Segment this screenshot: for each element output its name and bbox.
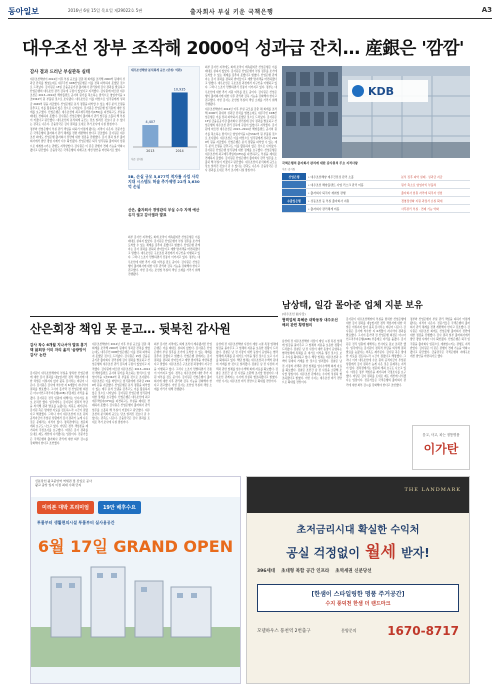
section-divider <box>30 316 278 317</box>
ad-badge-demand: 19만 배후수요 <box>98 501 141 514</box>
landmark-line2-post: 받자! <box>401 546 430 560</box>
chart-category-label: 2013 <box>146 148 155 153</box>
chart-box <box>128 66 200 170</box>
landmark-line2-pre: 공실 걱정없이 <box>286 546 360 560</box>
info-table-source: 자료: 감사원 <box>282 168 296 171</box>
table-category <box>282 181 306 189</box>
newspaper-logo: 동아일보 <box>8 6 39 16</box>
grand-open-ad[interactable] <box>30 476 241 684</box>
igatan-ad[interactable] <box>412 425 470 470</box>
ad-top-strip <box>31 477 240 497</box>
chart-category-label: 2014 <box>175 148 184 153</box>
svg-text:KDB: KDB <box>368 85 395 98</box>
left-body-paragraph-2: 정부와 산업은행이 부실 관리 책임을 피하기 어렵게 됐다는 지적이 나온다. 전문가들은 국책은행의 출자회사 관리 체계를 전면 개편해야 한다고 강조했다. 감사원은 대우조선 외에도 산업은행 출자회사 전반에 대한 점검을 진행했다. 감사 결과 일부 출자회사에서 방만 경영 사례가 다수 확인됐다. 산업은행은 퇴직 임직원을 출자회사 임원으로 재취업시키는 관행도 지적받았다. 감사원은 이 같은 관행이 견제 기능을 약화시켰다고 판단했다. 금융당국은 국책은행의 지배구조 개선 방안을 마련하기로 했다. <box>30 128 125 152</box>
story3-body-col4: 남상태 전 대우조선해양 사장이 재임 시절 특정 업체에 일감을 몰아주고 그 업체의 지분을 보유한 정황이 드러났다. 검찰은 남 전 사장이 대학 동창이 운영하는 협력업체에 특혜를 준 대가로 이익을 챙긴 것으로 보고 수사를 확대하고 있다. 해당 업체는 대우조선과 수백억 원대의 거래를 한 것으로 알려졌다. 검찰은 남 전 사장의 자택과 관련 업체를 압수수색해 회계 자료를 확보했다. 검찰은 조만간 남 전 사장을 소환해 조사할 방침이다. 대우조선 관계자는 수사에 성실히 협조하겠다고 밝혔다. 이번 수사는 대우조선 비리 전반으로 확대될 전망이다. <box>216 343 278 383</box>
ad-top-line-1: 신분당선 광교중앙역 역세권 및 진입로 공사 <box>35 479 92 483</box>
chart-sidebar-text: 5B, 손실 규모 5,877억 적자를 사업 사각지대 시스템도 허술 추가제명 22개 3,630억 손실 <box>128 174 200 190</box>
left-body-paragraph: 대우조선해양이 2014년 이후 부실 규모를 감춘 채 회계를 조작해 2000억 원대의 성과급 잔치를 벌였는데도 대주주인 KDB산업은행은 이를 전혀 파악하지 못했던 것으로 드러났다. 감사원은 15일 금융공공기관 출자회사 관리실태 감사 결과를 발표하고 산업은행의 대우조선 관리 감독에 구멍이 있었다고 지적했다. 감사원에 따르면 대우조선은 2013∼2014년 해양플랜트 공사의 원가를 축소하는 방식으로 영업이익을 1조5342억 원 부풀린 것으로 조사됐다. 대우조선은 이를 바탕으로 임직원에게 성과급 2049억 원을 지급했다. 산업은행은 분식 정황을 파악할 수 있는 재무 분석 모델을 갖추고도 이를 활용하지 않은 것으로 나타났다. 감사원은 산업은행 임직원에 대한 징계를 요구했다. 산업은행은 대우조선에 최고재무책임자(CFO)를 파견하고도 부실을 제대로 견제하지 못했다. 감사원은 산업은행이 출자회사 관리 업무를 소홀히 해 부실이 커졌다고 판단했다. 대우조선의 분식회계 규모는 당초 알려진 것보다 클 수 있다는 관측도 나온다. 금융당국은 감사 결과를 토대로 추가 조사에 나설 방침이다. <box>30 78 125 127</box>
story2-body-col3: 정부와 산업은행이 부실 관리 책임을 피하기 어렵게 됐다는 지적이 나온다. 전문가들은 국책은행의 출자회사 관리 체계를 전면 개편해야 한다고 강조했다. 감사원은 대우조선 외에도 산업은행 출자회사 전반에 대한 점검을 진행했다. 감사 결과 일부 출자회사에서 방만 경영 사례가 다수 확인됐다. 산업은행은 퇴직 임직원을 출자회사 임원으로 재취업시키는 관행도 지적받았다. 감사원은 이 같은 관행이 견제 기능을 약화시켰다고 판단했다. 금융당국은 국책은행의 지배구조 개선 방안을 마련하기로 했다. <box>410 318 470 358</box>
story2-byline: (대우조선 前사장) <box>282 312 306 316</box>
third-column-paragraph-2: 대우조선해양이 2014년 이후 부실 규모를 감춘 채 회계를 조작해 2000억 원대의 성과급 잔치를 벌였는데도 대주주인 KDB산업은행은 이를 전혀 파악하지 못했던 것으로 드러났다. 감사원은 15일 금융공공기관 출자회사 관리실태 감사 결과를 발표하고 산업은행의 대우조선 관리 감독에 구멍이 있었다고 지적했다. 감사원에 따르면 대우조선은 2013∼2014년 해양플랜트 공사의 원가를 축소하는 방식으로 영업이익을 1조5342억 원 부풀린 것으로 조사됐다. 대우조선은 이를 바탕으로 임직원에게 성과급 2049억 원을 지급했다. 산업은행은 분식 정황을 파악할 수 있는 재무 분석 모델을 갖추고도 이를 활용하지 않은 것으로 나타났다. 감사원은 산업은행 임직원에 대한 징계를 요구했다. 산업은행은 대우조선에 최고재무책임자(CFO)를 파견하고도 부실을 제대로 견제하지 못했다. 감사원은 산업은행이 출자회사 관리 업무를 소홀히 해 부실이 커졌다고 판단했다. 대우조선의 분식회계 규모는 당초 알려진 것보다 클 수 있다는 관측도 나온다. 금융당국은 감사 결과를 토대로 추가 조사에 나설 방침이다. <box>205 107 277 173</box>
issue-date: 2016년 6월 15일 목요일 제29022호 5판 <box>68 8 143 13</box>
chart-bar <box>172 92 188 147</box>
ad-badge-premium: 미리본 대박 프리미엄 <box>37 501 94 514</box>
landmark-tel[interactable]: 1670-8717 <box>387 624 459 638</box>
landmark-bullet-3: 초역세권 신분당선 <box>335 569 372 574</box>
ad-mid-line: 투룸부터 생활편의시설 투룸부터 실사용공간 <box>37 520 115 525</box>
story3-subheading: 감사 착수 6개월 지나서야 발표 홍기택 前회장 이미 자리 옮겨 '솜방망이 감사' 논란 <box>30 343 88 358</box>
third-column-text <box>205 66 277 314</box>
story3-body-col3: 외부 감사인 지적에도 회계 조작이 계속됐지만 산업은행은 이를 제대로 살피지 않았다. 감사원은 산업은행이 부실 징후를 조기에 포착할 수 있는 체계를 갖추지 못했다고 밝혔다. 산업은행 관계자는 감사 결과를 겸허히 받아들이고 재발 방지책을 마련하겠다고 말했다. 대우조선은 구조조정 과정에서 자구안을 이행하고 있다. 그러나 노조가 반발하면서 진통이 이어지고 있다. 정부는 대우조선에 대한 추가 지원 여부를 검토 중이다. 감사원은 산업은행이 출자회사에 대한 사후 관리와 감독 기능을 강화해야 한다고 권고했다. 이번 감사는 조선업 부실의 책임 소재를 가리기 위해 진행됐다. <box>154 343 212 392</box>
landmark-bullets <box>247 562 469 580</box>
story2 <box>282 298 470 316</box>
chart-bar <box>142 125 158 147</box>
info-table-title: 국책은행의 출자회사 관리에 대한 감사원의 주요 지적사항 <box>282 161 358 165</box>
chart-value-label: 10,935 <box>173 86 186 91</box>
story3-body-col2: 대우조선해양이 2014년 이후 부실 규모를 감춘 채 회계를 조작해 2000억 원대의 성과급 잔치를 벌였는데도 대주주인 KDB산업은행은 이를 전혀 파악하지 못했던 것으로 드러났다. 감사원은 15일 금융공공기관 출자회사 관리실태 감사 결과를 발표하고 산업은행의 대우조선 관리 감독에 구멍이 있었다고 지적했다. 감사원에 따르면 대우조선은 2013∼2014년 해양플랜트 공사의 원가를 축소하는 방식으로 영업이익을 1조5342억 원 부풀린 것으로 조사됐다. 대우조선은 이를 바탕으로 임직원에게 성과급 2049억 원을 지급했다. 산업은행은 분식 정황을 파악할 수 있는 재무 분석 모델을 갖추고도 이를 활용하지 않은 것으로 나타났다. 감사원은 산업은행 임직원에 대한 징계를 요구했다. 산업은행은 대우조선에 최고재무책임자(CFO)를 파견하고도 부실을 제대로 견제하지 못했다. 감사원은 산업은행이 출자회사 관리 업무를 소홀히 해 부실이 커졌다고 판단했다. 대우조선의 분식회계 규모는 당초 알려진 것보다 클 수 있다는 관측도 나온다. 금융당국은 감사 결과를 토대로 추가 조사에 나설 방침이다. <box>92 343 150 424</box>
landmark-ad[interactable] <box>246 476 470 684</box>
table-item: • 출자회사 퇴직자 재취업 관행 <box>306 189 399 197</box>
chart-value-label: 4,407 <box>145 119 156 124</box>
table-item: • 대우조선해양 재무건전성 관리 소홀 <box>306 173 399 181</box>
apartment-illustration <box>31 557 240 667</box>
table-category <box>282 189 306 197</box>
table-note: 경영정상화 지원 과정서 손실 확대 <box>399 197 470 205</box>
table-row <box>282 181 470 189</box>
table-row <box>282 189 470 197</box>
landmark-box <box>257 584 459 612</box>
table-category: 산업은행 <box>282 173 306 181</box>
story2-body-col2: 감사원이 대우조선해양의 부실을 방치한 산업은행에 대한 감사 결과를 내놓았지만 정작 책임자에 대한 처벌은 이뤄지지 않아 뒷북 감사라는 비판이 나온다. 감사원은 감사에 착수한 지 6개월이 지나서야 결과를 발표했다. 그사이 홍기택 전 산업은행 회장은 아시아인프라투자은행(AIIB) 부총재로 자리를 옮겼다. 감사원은 전직 임원에 대해서는 인사자료 통보 조치만 했다. 일각에서는 감사원이 정치적 부담을 의식해 결과 발표를 늦췄다는 의혹도 제기된다. 감사원 측은 방대한 자료를 검토하느라 시간이 걸렸다고 해명했다. 그러나 이미 대우조선에 수조 원의 공적자금이 투입된 상황에서 감사 결과가 늦게 나온 것은 문제라는 지적이 많다. 정치권에서는 청문회 개최 요구도 나오고 있다. 야당은 정부 책임론을 제기하며 국정조사를 요구했다. 여당은 감사 결과를 토대로 제도 개선에 나서겠다는 입장이다. 전문가들은 국책은행의 출자회사 관리에 대한 외부 감시를 강화해야 한다고 조언했다. <box>346 318 406 387</box>
section-title: 출자회사 부실 키운 국책은행 <box>190 9 274 16</box>
grand-open-text: 6월 17일 GRAND OPEN <box>37 537 234 556</box>
table-note: 분식 징후 파악 실패 · 성과급 지급 <box>399 173 470 181</box>
landmark-subline: 수지 풍덕천 한샘 더 랜드마크 <box>325 601 391 607</box>
landmark-line2 <box>247 539 469 562</box>
info-table-box <box>282 160 470 290</box>
story2-title: 남상태, 일감 몰아준 업체 지분 보유 <box>282 301 423 311</box>
landmark-line2-highlight: 월세 <box>365 542 396 561</box>
left-body-text <box>30 78 125 313</box>
mid-body-text: 외부 감사인 지적에도 회계 조작이 계속됐지만 산업은행은 이를 제대로 살피지 않았다. 감사원은 산업은행이 부실 징후를 조기에 포착할 수 있는 체계를 갖추지 못했다고 밝혔다. 산업은행 관계자는 감사 결과를 겸허히 받아들이고 재발 방지책을 마련하겠다고 말했다. 대우조선은 구조조정 과정에서 자구안을 이행하고 있다. 그러나 노조가 반발하면서 진통이 이어지고 있다. 정부는 대우조선에 대한 추가 지원 여부를 검토 중이다. 감사원은 산업은행이 출자회사에 대한 사후 관리와 감독 기능을 강화해야 한다고 권고했다. 이번 감사는 조선업 부실의 책임 소재를 가리기 위해 진행됐다. <box>128 236 200 276</box>
mid-subheading: 산은, 출자회사 경영관리 부실 수주 자제 예산 유지 권고 감사결과 발표 <box>128 208 200 217</box>
table-row <box>282 173 470 181</box>
table-item: • 출자회사 관리체계 미흡 <box>306 205 399 213</box>
landmark-brand: THE LANDMARK <box>404 487 461 493</box>
igatan-tagline: 묻고, 사고, 파는 정통명품 <box>422 433 460 437</box>
landmark-box-line: [한샘이 스타일링한 명품 주거공간] <box>311 591 405 598</box>
landmark-model-house: 모델하우스 풍천역 2번출구 <box>257 629 311 634</box>
table-item: • 성동조선 등 부실 출자회사 지원 <box>306 197 399 205</box>
building-illustration <box>282 66 470 158</box>
third-column-paragraph: 외부 감사인 지적에도 회계 조작이 계속됐지만 산업은행은 이를 제대로 살피지 않았다. 감사원은 산업은행이 부실 징후를 조기에 포착할 수 있는 체계를 갖추지 못했다고 밝혔다. 산업은행 관계자는 감사 결과를 겸허히 받아들이고 재발 방지책을 마련하겠다고 말했다. 대우조선은 구조조정 과정에서 자구안을 이행하고 있다. 그러나 노조가 반발하면서 진통이 이어지고 있다. 정부는 대우조선에 대한 추가 지원 여부를 검토 중이다. 감사원은 산업은행이 출자회사에 대한 사후 관리와 감독 기능을 강화해야 한다고 권고했다. 이번 감사는 조선업 부실의 책임 소재를 가리기 위해 진행됐다. <box>205 66 277 106</box>
landmark-line1: 초저금리시대 확실한 수익처 <box>296 525 420 536</box>
table-note: 출자회사 임원 자리에 퇴직자 선임 <box>399 189 470 197</box>
bar-chart <box>129 75 201 157</box>
kdb-building-photo <box>282 66 470 158</box>
table-category: 수출입은행 <box>282 197 306 205</box>
table-note: 원가 축소로 영업이익 부풀려 <box>399 181 470 189</box>
main-headline: 대우조선 장부 조작해 2000억 성과급 잔치… 産銀은 '깜깜' <box>22 39 464 59</box>
table-row <box>282 205 470 213</box>
landmark-bullet-1: 396세대 <box>257 569 276 574</box>
page-number: A3 <box>481 6 492 14</box>
landmark-tel-label: 분양문의 <box>341 628 357 633</box>
story3-body-col1: 감사원이 대우조선해양의 부실을 방치한 산업은행에 대한 감사 결과를 내놓았지만 정작 책임자에 대한 처벌은 이뤄지지 않아 뒷북 감사라는 비판이 나온다. 감사원은 감사에 착수한 지 6개월이 지나서야 결과를 발표했다. 그사이 홍기택 전 산업은행 회장은 아시아인프라투자은행(AIIB) 부총재로 자리를 옮겼다. 감사원은 전직 임원에 대해서는 인사자료 통보 조치만 했다. 일각에서는 감사원이 정치적 부담을 의식해 결과 발표를 늦췄다는 의혹도 제기된다. 감사원 측은 방대한 자료를 검토하느라 시간이 걸렸다고 해명했다. 그러나 이미 대우조선에 수조 원의 공적자금이 투입된 상황에서 감사 결과가 늦게 나온 것은 문제라는 지적이 많다. 정치권에서는 청문회 개최 요구도 나오고 있다. 야당은 정부 책임론을 제기하며 국정조사를 요구했다. 여당은 감사 결과를 토대로 제도 개선에 나서겠다는 입장이다. 전문가들은 국책은행의 출자회사 관리에 대한 외부 감시를 강화해야 한다고 조언했다. <box>30 372 89 445</box>
table-category <box>282 205 306 213</box>
story2-body-col1: 남상태 전 대우조선해양 사장이 재임 시절 특정 업체에 일감을 몰아주고 그 업체의 지분을 보유한 정황이 드러났다. 검찰은 남 전 사장이 대학 동창이 운영하는 협력업체에 특혜를 준 대가로 이익을 챙긴 것으로 보고 수사를 확대하고 있다. 해당 업체는 대우조선과 수백억 원대의 거래를 한 것으로 알려졌다. 검찰은 남 전 사장의 자택과 관련 업체를 압수수색해 회계 자료를 확보했다. 검찰은 조만간 남 전 사장을 소환해 조사할 방침이다. 대우조선 관계자는 수사에 성실히 협조하겠다고 밝혔다. 이번 수사는 대우조선 비리 전반으로 확대될 전망이다. <box>282 340 342 384</box>
info-table <box>282 173 470 213</box>
story3-title: 산은회장 책임 못 묻고… 뒷북친 감사원 <box>30 322 231 336</box>
chart-source: 자료: 감사원 <box>131 157 143 161</box>
ad-top-line-2: 광교 중앙 입지 이점 최대 수혜 단지 <box>35 483 82 487</box>
landmark-ad-top <box>247 477 469 513</box>
landmark-bullet-2: 초대형 복합 공간 인프라 <box>281 569 330 574</box>
story2-subheading: 협력업체 특혜준 대학동창 대주조선 해외 관련 횡령혐의 <box>282 318 338 327</box>
landmark-contact <box>247 616 469 638</box>
table-item: • 대우조선 해양플랜트 사업 리스크 관리 미흡 <box>306 181 399 189</box>
table-row <box>282 197 470 205</box>
igatan-brand: 이가탄 <box>423 442 459 456</box>
left-subheading: 감사 결과 드러난 부실관독 실태 <box>30 70 90 75</box>
page-header <box>8 6 492 19</box>
ad-badges <box>31 497 240 518</box>
chart-title: 대우조선해양 분식회계 규모 (단위: 억원) <box>131 68 182 72</box>
table-note: 사후관리 부실 · 견제 기능 약화 <box>399 205 470 213</box>
